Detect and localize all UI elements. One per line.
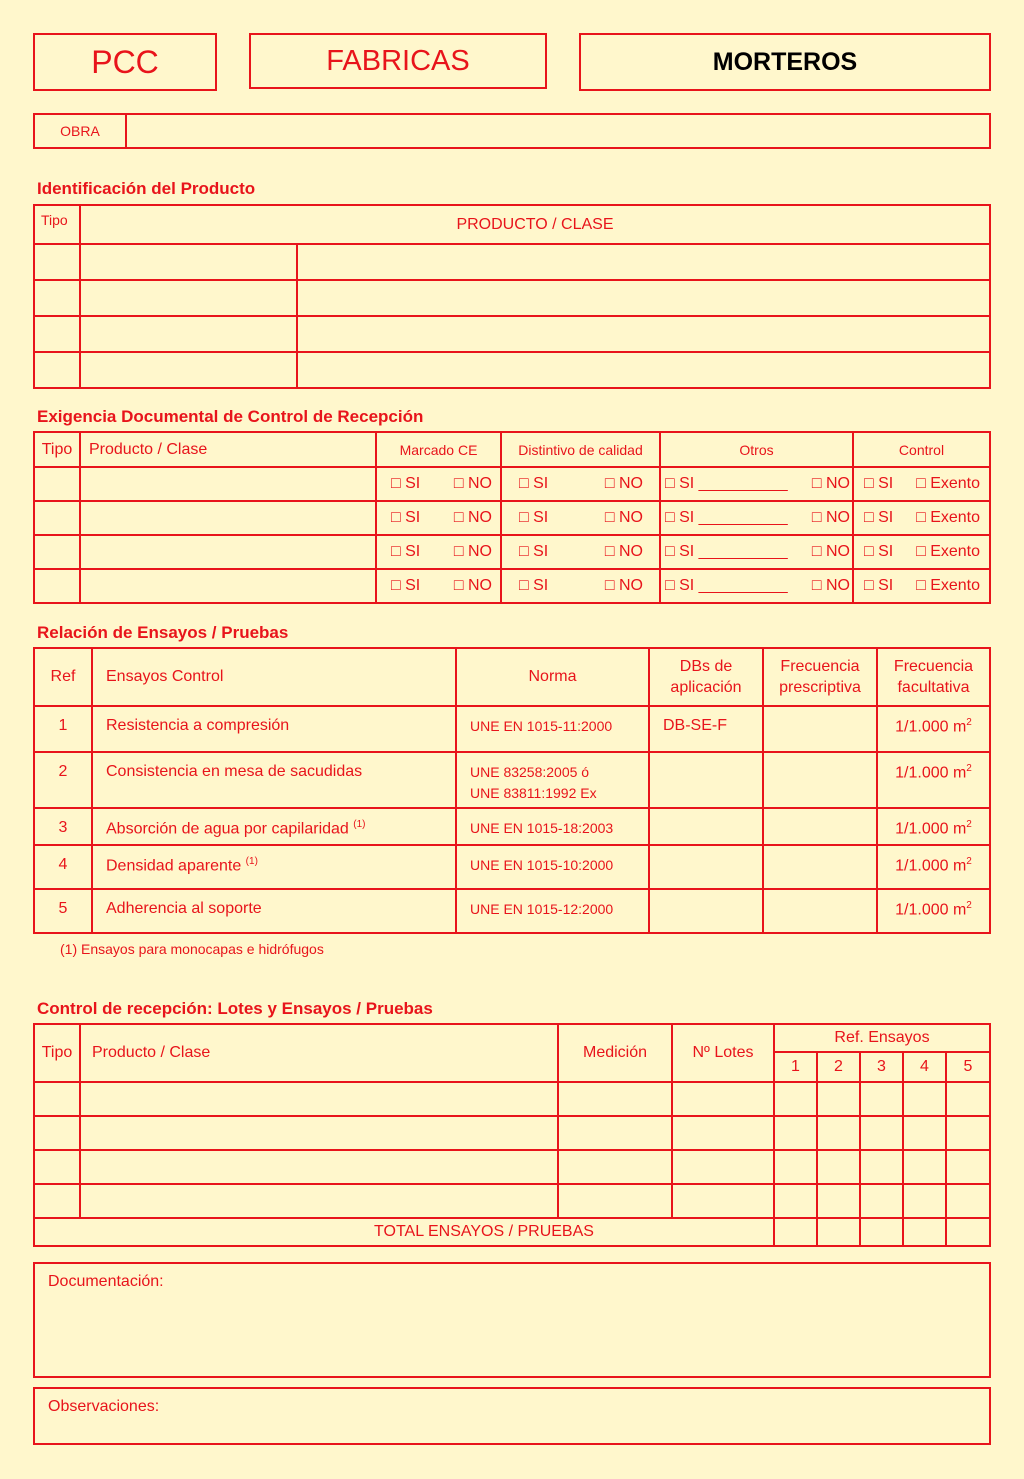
ens-ensayo-name: Resistencia a compresión [106, 717, 290, 734]
ens-unit-exponent: 2 [966, 900, 972, 911]
ctrl-total-cell[interactable] [774, 1218, 817, 1246]
ens-facultativa-header: Frecuencia facultativa [877, 648, 990, 706]
ens-db-cell [649, 808, 763, 845]
exig-distintivo-si-checkbox[interactable]: □ SI [519, 577, 549, 594]
exig-otros-cell [660, 535, 853, 569]
ensayos-footnote: (1) Ensayos para monocapas e hidrófugos [60, 941, 324, 957]
ens-unit-exponent: 2 [966, 819, 972, 830]
exig-row [34, 535, 990, 569]
ens-ref-cell: 1 [34, 706, 92, 752]
control-title: Control de recepción: Lotes y Ensayos / Pruebas [37, 999, 433, 1018]
ens-facultativa-cell [877, 752, 990, 808]
ens-norma-cell [456, 845, 649, 889]
exig-marcado-no-checkbox[interactable]: □ NO [453, 577, 492, 594]
ctrl-ref-cell[interactable] [774, 1082, 817, 1116]
exig-row [34, 501, 990, 535]
ens-dbs-header: DBs de aplicación [649, 648, 763, 706]
exig-otros-no-checkbox[interactable]: □ NO [811, 509, 850, 526]
exig-marcado-cell [376, 467, 501, 501]
exig-otros-si-checkbox[interactable]: □ SI __________ [665, 543, 788, 560]
exig-tipo-cell[interactable] [34, 501, 80, 535]
exig-producto-cell[interactable] [80, 569, 376, 603]
ctrl-medicion-cell[interactable] [558, 1150, 672, 1184]
fabricas-header-box [249, 33, 547, 89]
exig-distintivo-si-checkbox[interactable]: □ SI [519, 509, 549, 526]
exig-producto-header: Producto / Clase [80, 432, 376, 467]
exig-distintivo-cell [501, 535, 660, 569]
exig-marcado-cell [376, 501, 501, 535]
ens-norma-text-2: UNE 83811:1992 Ex [470, 785, 597, 801]
ens-ensayos-header: Ensayos Control [92, 648, 456, 706]
exig-control-exento-checkbox[interactable]: □ Exento [916, 577, 980, 594]
exig-producto-cell[interactable] [80, 501, 376, 535]
ctrl-lotes-header: Nº Lotes [672, 1024, 774, 1082]
exig-otros-options [661, 475, 852, 493]
ctrl-tipo-header: Tipo [34, 1024, 80, 1082]
exig-row [34, 467, 990, 501]
ens-norma-cell [456, 808, 649, 845]
exig-producto-cell[interactable] [80, 535, 376, 569]
ctrl-tipo-cell[interactable] [34, 1116, 80, 1150]
ens-norma-text: UNE EN 1015-10:2000 [470, 857, 614, 873]
pcc-title: PCC [91, 43, 159, 80]
exig-distintivo-no-checkbox[interactable]: □ NO [604, 577, 643, 594]
ctrl-total-cell[interactable] [903, 1218, 946, 1246]
ens-prescriptiva-cell [763, 752, 877, 808]
ctrl-row [34, 1082, 990, 1116]
exig-control-cell [853, 535, 990, 569]
ens-footnote-ref: (1) [245, 856, 258, 867]
exig-control-options [854, 509, 989, 527]
ident-tipo-cell[interactable] [34, 280, 80, 316]
exig-control-cell [853, 569, 990, 603]
ctrl-row [34, 1116, 990, 1150]
ens-unit-exponent: 2 [966, 717, 972, 728]
ctrl-ref-cell[interactable] [946, 1082, 990, 1116]
exig-marcado-no-checkbox[interactable]: □ NO [453, 509, 492, 526]
exig-control-si-checkbox[interactable]: □ SI [864, 509, 894, 526]
ctrl-total-cell[interactable] [946, 1218, 990, 1246]
ens-facultativa-cell [877, 889, 990, 933]
ctrl-tipo-cell[interactable] [34, 1082, 80, 1116]
ident-row [34, 280, 990, 316]
ens-norma-text: UNE EN 1015-18:2003 [470, 820, 614, 836]
ens-prescriptiva-cell [763, 706, 877, 752]
ident-clase-cell[interactable] [297, 244, 990, 280]
exig-distintivo-cell [501, 569, 660, 603]
ctrl-ref-cell[interactable] [860, 1150, 903, 1184]
ctrl-tipo-cell[interactable] [34, 1184, 80, 1218]
ident-tipo-cell[interactable] [34, 316, 80, 352]
exig-otros-cell [660, 467, 853, 501]
exig-marcado-options [377, 475, 500, 493]
ctrl-producto-header: Producto / Clase [80, 1024, 558, 1082]
exig-otros-header: Otros [660, 432, 853, 467]
ctrl-ref-cell[interactable] [817, 1116, 860, 1150]
ident-clase-cell[interactable] [297, 352, 990, 388]
exig-otros-si-checkbox[interactable]: □ SI __________ [665, 577, 788, 594]
ctrl-ref-number-5: 5 [946, 1052, 990, 1082]
ens-norma-cell [456, 889, 649, 933]
ens-row [34, 845, 990, 889]
control-table [33, 1023, 991, 1247]
morteros-title: MORTEROS [712, 47, 858, 76]
exig-marcado-options [377, 577, 500, 595]
ens-facultativa-cell [877, 706, 990, 752]
exig-tipo-header: Tipo [34, 432, 80, 467]
ctrl-ref-cell[interactable] [817, 1184, 860, 1218]
observaciones-label: Observaciones: [48, 1398, 160, 1415]
ens-norma-text: UNE EN 1015-11:2000 [470, 718, 613, 734]
ens-norma-text: UNE 83258:2005 ó [470, 764, 590, 780]
ctrl-medicion-cell[interactable] [558, 1184, 672, 1218]
exig-control-si-checkbox[interactable]: □ SI [864, 577, 894, 594]
ctrl-ref-number-1: 1 [774, 1052, 817, 1082]
exig-otros-options [661, 577, 852, 595]
ens-prescriptiva-header: Frecuencia prescriptiva [763, 648, 877, 706]
exig-marcado-options [377, 543, 500, 561]
ident-row [34, 244, 990, 280]
ident-producto-cell[interactable] [80, 316, 297, 352]
exig-distintivo-no-checkbox[interactable]: □ NO [604, 543, 643, 560]
ens-db-cell: DB-SE-F [649, 706, 763, 752]
ident-producto-cell[interactable] [80, 244, 297, 280]
ens-ref-cell: 5 [34, 889, 92, 933]
exig-distintivo-si-checkbox[interactable]: □ SI [519, 475, 549, 492]
exig-control-si-checkbox[interactable]: □ SI [864, 543, 894, 560]
exig-marcado-si-checkbox[interactable]: □ SI [391, 543, 421, 560]
exig-distintivo-header: Distintivo de calidad [501, 432, 660, 467]
ens-prescriptiva-cell [763, 808, 877, 845]
ens-prescriptiva-cell [763, 889, 877, 933]
exig-control-cell [853, 501, 990, 535]
ens-ref-cell: 4 [34, 845, 92, 889]
ens-norma-text: UNE EN 1015-12:2000 [470, 901, 614, 917]
ident-producto-cell[interactable] [80, 352, 297, 388]
obra-field[interactable] [126, 114, 990, 148]
ctrl-row [34, 1150, 990, 1184]
ensayos-title: Relación de Ensayos / Pruebas [37, 623, 289, 642]
ctrl-lotes-cell[interactable] [672, 1116, 774, 1150]
ens-facultativa-value: 1/1.000 m [895, 718, 967, 736]
ident-tipo-cell[interactable] [34, 352, 80, 388]
exig-marcado-no-checkbox[interactable]: □ NO [453, 543, 492, 560]
ctrl-lotes-cell[interactable] [672, 1082, 774, 1116]
ctrl-ref-cell[interactable] [946, 1116, 990, 1150]
ens-row [34, 889, 990, 933]
exig-row [34, 569, 990, 603]
ctrl-ref-number-3: 3 [860, 1052, 903, 1082]
ctrl-producto-cell[interactable] [80, 1184, 558, 1218]
ctrl-ref-number-4: 4 [903, 1052, 946, 1082]
ctrl-ref-cell[interactable] [817, 1150, 860, 1184]
exig-marcado-si-checkbox[interactable]: □ SI [391, 509, 421, 526]
ctrl-medicion-cell[interactable] [558, 1116, 672, 1150]
exig-control-options [854, 543, 989, 561]
exig-otros-options [661, 543, 852, 561]
ens-facultativa-value: 1/1.000 m [895, 901, 967, 919]
ctrl-producto-cell[interactable] [80, 1150, 558, 1184]
ens-ref-header: Ref [34, 648, 92, 706]
fabricas-title: FABRICAS [326, 44, 470, 77]
ens-row [34, 706, 990, 752]
exig-distintivo-options [502, 577, 659, 595]
identificacion-title: Identificación del Producto [37, 179, 256, 198]
documentacion-label: Documentación: [48, 1273, 164, 1290]
ens-ensayo-name: Absorción de agua por capilaridad [106, 820, 349, 838]
exigencia-title: Exigencia Documental de Control de Recepción [37, 407, 424, 426]
ens-db-cell [649, 889, 763, 933]
ens-ref-cell: 2 [34, 752, 92, 808]
exig-tipo-cell[interactable] [34, 535, 80, 569]
exig-distintivo-options [502, 543, 659, 561]
ctrl-ref-cell[interactable] [860, 1184, 903, 1218]
exig-marcado-si-checkbox[interactable]: □ SI [391, 577, 421, 594]
ctrl-ref-cell[interactable] [817, 1082, 860, 1116]
ens-db-cell [649, 752, 763, 808]
exig-marcado-si-checkbox[interactable]: □ SI [391, 475, 421, 492]
exig-marcado-no-checkbox[interactable]: □ NO [453, 475, 492, 492]
ens-row [34, 752, 990, 808]
morteros-header-box [579, 33, 991, 91]
exig-control-options [854, 475, 989, 493]
ens-ensayo-cell [92, 845, 456, 889]
exig-otros-no-checkbox[interactable]: □ NO [811, 475, 850, 492]
ctrl-lotes-cell[interactable] [672, 1184, 774, 1218]
exig-otros-no-checkbox[interactable]: □ NO [811, 577, 850, 594]
exig-marcado-header: Marcado CE [376, 432, 501, 467]
ctrl-medicion-header: Medición [558, 1024, 672, 1082]
ctrl-ref-cell[interactable] [774, 1116, 817, 1150]
ctrl-total-cell[interactable] [817, 1218, 860, 1246]
exigencia-table [33, 431, 991, 604]
obra-label: OBRA [34, 114, 126, 148]
exig-control-exento-checkbox[interactable]: □ Exento [916, 475, 980, 492]
ident-tipo-cell[interactable] [34, 244, 80, 280]
ens-footnote-ref: (1) [353, 819, 366, 830]
ens-norma-header: Norma [456, 648, 649, 706]
exig-control-exento-checkbox[interactable]: □ Exento [916, 543, 980, 560]
ctrl-ref-ensayos-header: Ref. Ensayos [774, 1024, 990, 1052]
exig-tipo-cell[interactable] [34, 467, 80, 501]
ens-facultativa-value: 1/1.000 m [895, 820, 967, 838]
ctrl-ref-cell[interactable] [774, 1184, 817, 1218]
ens-facultativa-value: 1/1.000 m [895, 857, 967, 875]
ident-producto-cell[interactable] [80, 280, 297, 316]
exig-marcado-options [377, 509, 500, 527]
exig-control-exento-checkbox[interactable]: □ Exento [916, 509, 980, 526]
ens-prescriptiva-cell [763, 845, 877, 889]
ctrl-total-row [34, 1218, 990, 1246]
ctrl-ref-cell[interactable] [860, 1082, 903, 1116]
obra-table [33, 113, 991, 149]
pcc-header-box [33, 33, 217, 91]
exig-otros-cell [660, 501, 853, 535]
ctrl-ref-cell[interactable] [946, 1150, 990, 1184]
exig-distintivo-no-checkbox[interactable]: □ NO [604, 509, 643, 526]
exig-distintivo-options [502, 509, 659, 527]
ens-norma-cell [456, 752, 649, 808]
ctrl-lotes-cell[interactable] [672, 1150, 774, 1184]
ctrl-ref-cell[interactable] [946, 1184, 990, 1218]
ens-ensayo-cell [92, 752, 456, 808]
ens-facultativa-value: 1/1.000 m [895, 764, 967, 782]
exig-otros-no-checkbox[interactable]: □ NO [811, 543, 850, 560]
exig-control-si-checkbox[interactable]: □ SI [864, 475, 894, 492]
exig-tipo-cell[interactable] [34, 569, 80, 603]
observaciones-box[interactable] [33, 1387, 991, 1445]
exig-marcado-cell [376, 569, 501, 603]
ensayos-table [33, 647, 991, 934]
ctrl-ref-cell[interactable] [903, 1150, 946, 1184]
ident-producto-header: PRODUCTO / CLASE [80, 205, 990, 244]
ctrl-producto-cell[interactable] [80, 1116, 558, 1150]
exig-control-cell [853, 467, 990, 501]
ident-clase-cell[interactable] [297, 316, 990, 352]
ident-row [34, 316, 990, 352]
ens-unit-exponent: 2 [966, 763, 972, 774]
exig-distintivo-options [502, 475, 659, 493]
ens-facultativa-cell [877, 808, 990, 845]
ctrl-ref-cell[interactable] [903, 1184, 946, 1218]
exig-producto-cell[interactable] [80, 467, 376, 501]
ctrl-medicion-cell[interactable] [558, 1082, 672, 1116]
exig-otros-cell [660, 569, 853, 603]
ctrl-producto-cell[interactable] [80, 1082, 558, 1116]
ens-ensayo-cell [92, 808, 456, 845]
exig-control-options [854, 577, 989, 595]
ctrl-ref-cell[interactable] [903, 1082, 946, 1116]
ens-facultativa-cell [877, 845, 990, 889]
ens-ensayo-cell [92, 889, 456, 933]
ens-unit-exponent: 2 [966, 856, 972, 867]
ens-db-cell [649, 845, 763, 889]
identificacion-table [33, 204, 991, 389]
ctrl-ref-cell[interactable] [774, 1150, 817, 1184]
ens-row [34, 808, 990, 845]
exig-distintivo-cell [501, 501, 660, 535]
ident-tipo-header: Tipo [34, 205, 80, 244]
ctrl-ref-cell[interactable] [860, 1116, 903, 1150]
ctrl-row [34, 1184, 990, 1218]
ens-norma-cell [456, 706, 649, 752]
exig-control-header: Control [853, 432, 990, 467]
exig-distintivo-cell [501, 467, 660, 501]
ident-clase-cell[interactable] [297, 280, 990, 316]
ctrl-total-label: TOTAL ENSAYOS / PRUEBAS [34, 1218, 774, 1246]
ens-ensayo-name: Consistencia en mesa de sacudidas [106, 763, 363, 780]
ctrl-tipo-cell[interactable] [34, 1150, 80, 1184]
ens-ref-cell: 3 [34, 808, 92, 845]
exig-otros-si-checkbox[interactable]: □ SI __________ [665, 475, 788, 492]
ctrl-ref-number-2: 2 [817, 1052, 860, 1082]
exig-otros-si-checkbox[interactable]: □ SI __________ [665, 509, 788, 526]
exig-distintivo-no-checkbox[interactable]: □ NO [604, 475, 643, 492]
exig-distintivo-si-checkbox[interactable]: □ SI [519, 543, 549, 560]
exig-marcado-cell [376, 535, 501, 569]
ens-ensayo-name: Adherencia al soporte [106, 900, 262, 917]
documentacion-box[interactable] [33, 1262, 991, 1378]
ctrl-ref-cell[interactable] [903, 1116, 946, 1150]
exig-otros-options [661, 509, 852, 527]
ctrl-total-cell[interactable] [860, 1218, 903, 1246]
ens-ensayo-name: Densidad aparente [106, 857, 242, 875]
ident-row [34, 352, 990, 388]
ens-ensayo-cell [92, 706, 456, 752]
